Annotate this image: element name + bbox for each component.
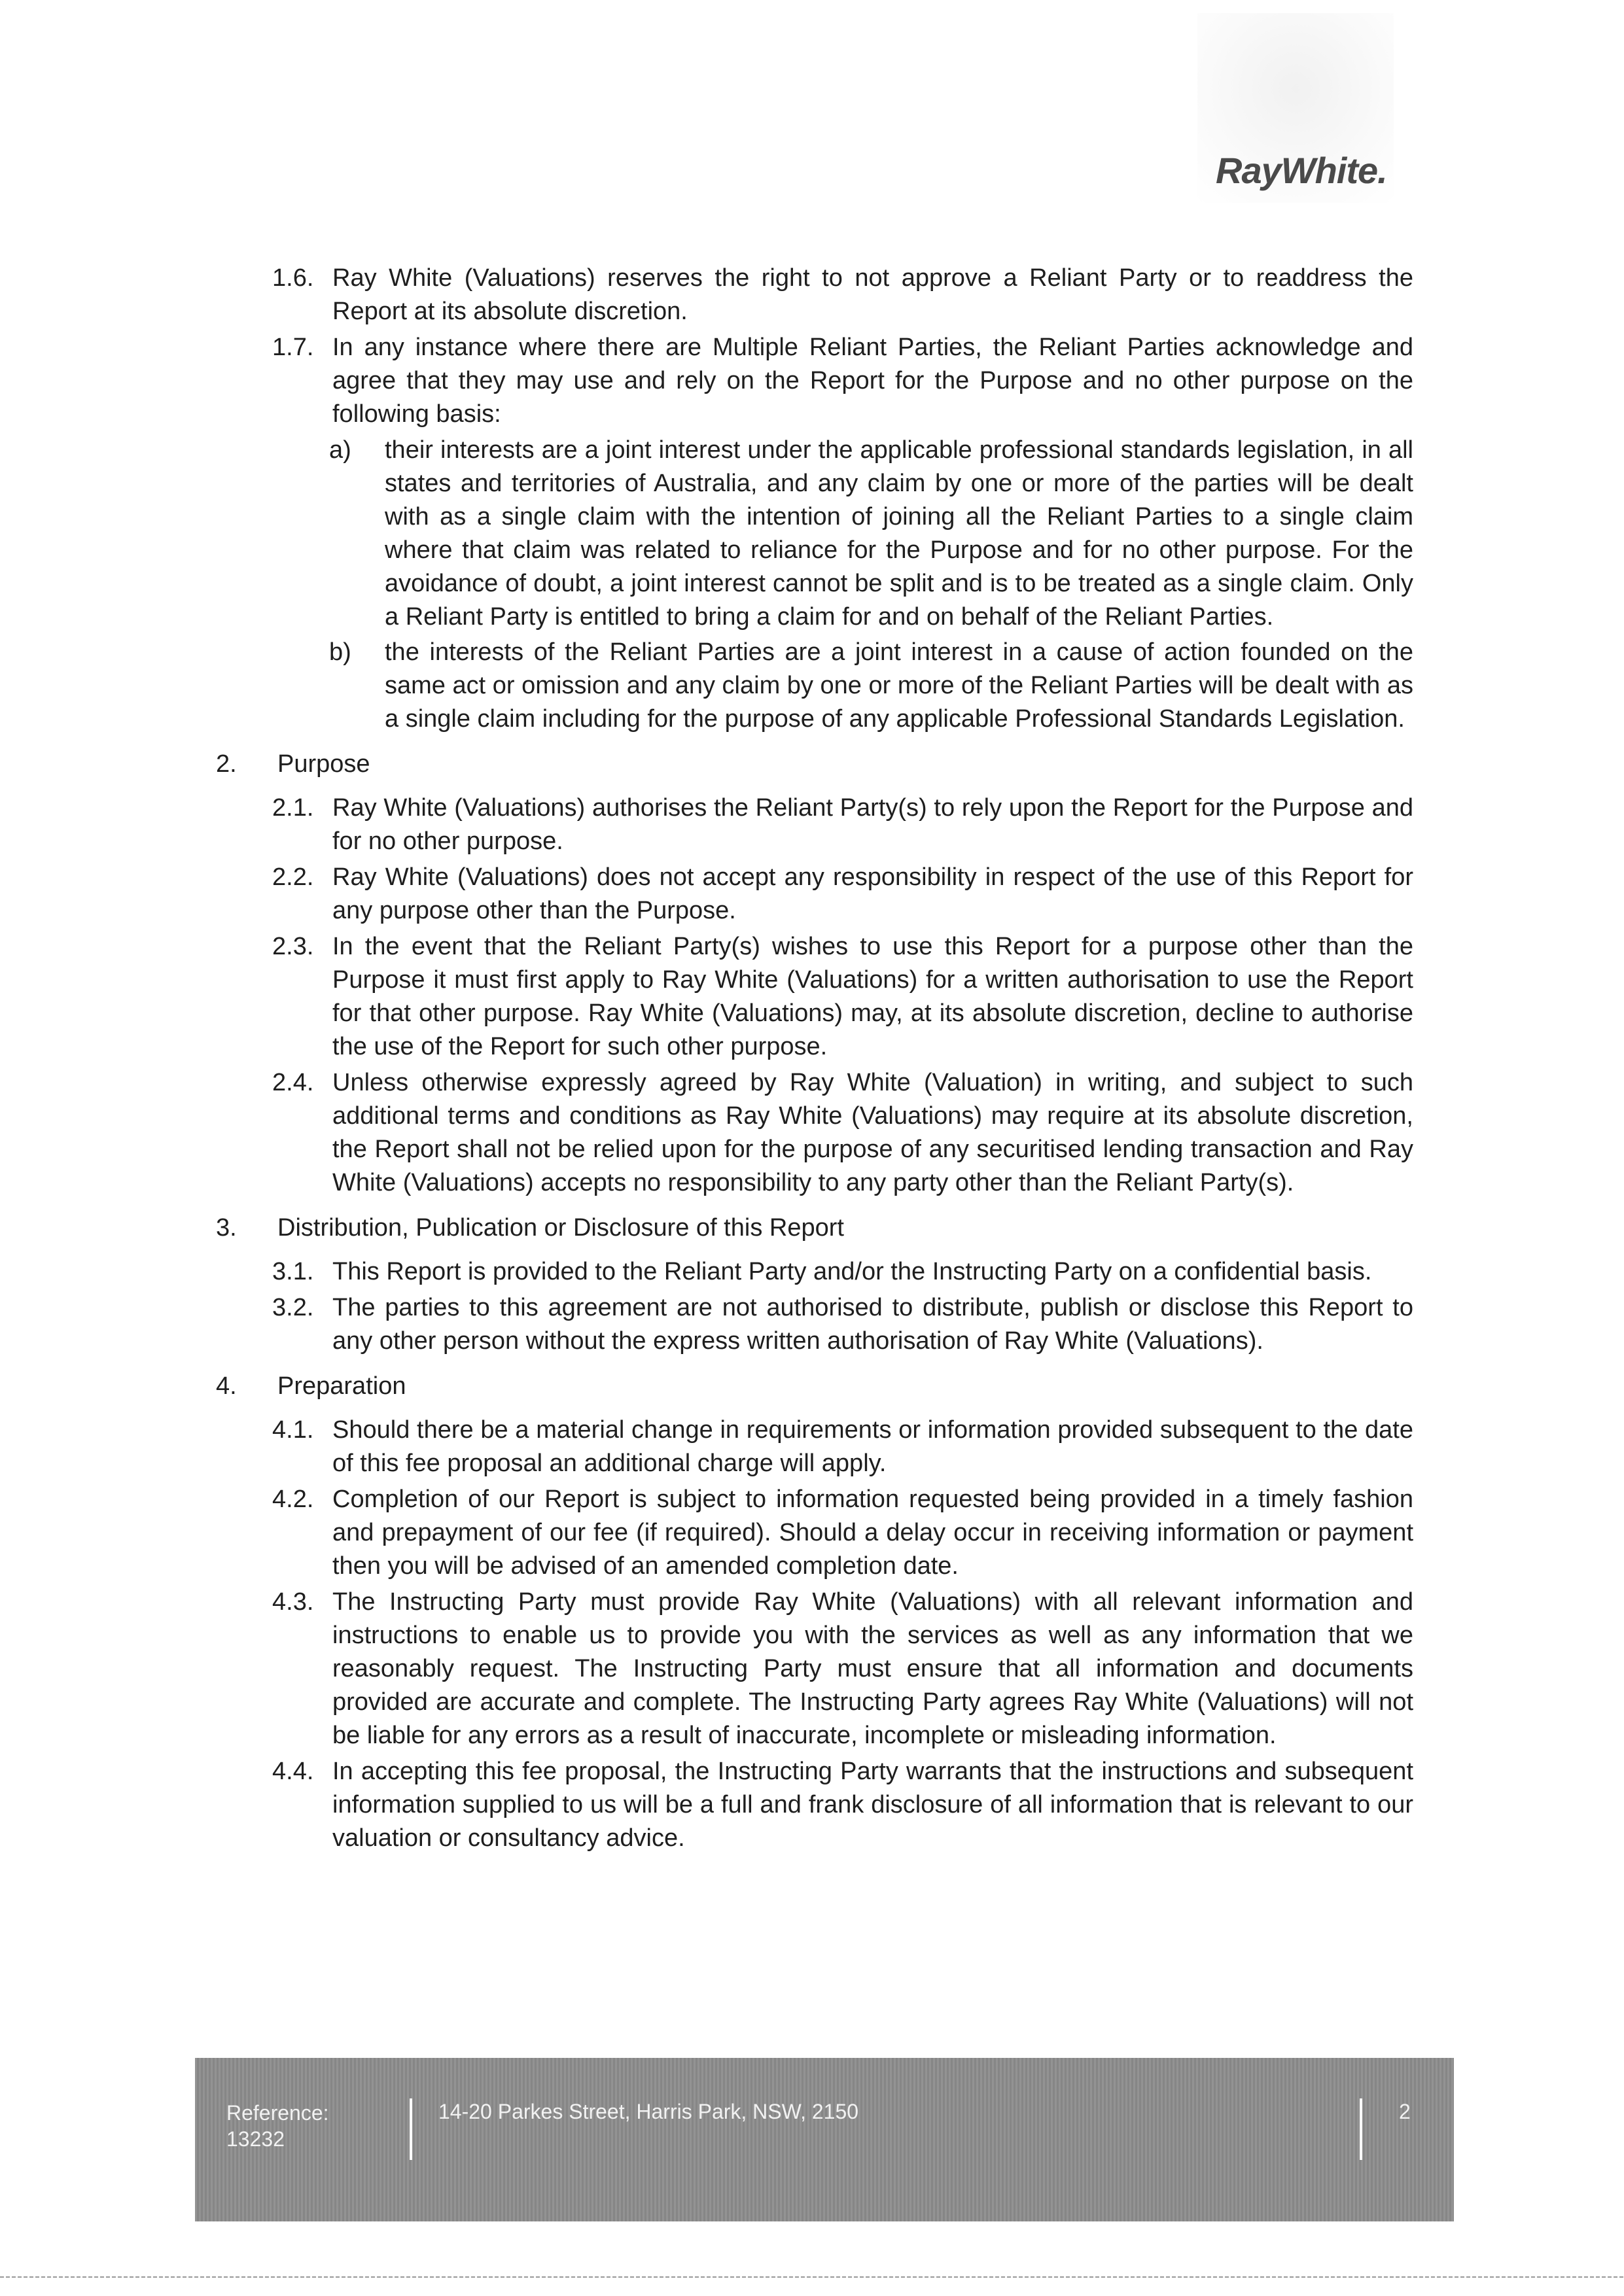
clause-text: Should there be a material change in requirements or information provided subsequent to the date of this fee proposal an additional charge will apply.	[332, 1416, 1413, 1477]
section-heading-preparation	[216, 1370, 1413, 1403]
clause-1-7	[216, 331, 1413, 431]
clause-text: Completion of our Report is subject to information requested being provided in a timely fashion and prepayment of our fee (if required). Should a delay occur in receiving information or payment then you will be advised of an amended completion date.	[332, 1486, 1413, 1580]
clause-1-7-b	[216, 636, 1413, 736]
clause-number: 2.1.	[272, 794, 314, 822]
footer-divider	[410, 2098, 412, 2160]
section-heading-distribution	[216, 1211, 1413, 1245]
clause-number: 1.7.	[272, 334, 314, 361]
footer-reference	[226, 2100, 329, 2152]
ray-white-logo: RayWhite.	[1216, 150, 1387, 191]
clause-text: Ray White (Valuations) does not accept any responsibility in respect of the use of this Report for any purpose other than the Purpose.	[332, 863, 1413, 924]
clause-text: This Report is provided to the Reliant Party and/or the Instructing Party on a confidential basis.	[332, 1258, 1372, 1285]
clause-number: 4.2.	[272, 1486, 314, 1513]
clause-number: 3.2.	[272, 1294, 314, 1321]
clause-text: Ray White (Valuations) reserves the right to not approve a Reliant Party or to readdress the Report at its absolute discretion.	[332, 264, 1413, 325]
footer-divider	[1360, 2098, 1362, 2160]
clause-number: 4.1.	[272, 1416, 314, 1444]
section-number: 3.	[216, 1214, 237, 1242]
item-label: b)	[329, 638, 351, 666]
footer-address: 14-20 Parkes Street, Harris Park, NSW, 2150	[438, 2100, 859, 2123]
clause-3-2	[216, 1291, 1413, 1358]
clause-3-1	[216, 1255, 1413, 1289]
page-number: 2	[1399, 2100, 1411, 2123]
clause-2-2	[216, 861, 1413, 928]
clause-text: In accepting this fee proposal, the Instructing Party warrants that the instructions and subsequent information supplied to us will be a full and frank disclosure of all information that is relevant to our valuation or consultancy advice.	[332, 1758, 1413, 1852]
clause-4-4	[216, 1755, 1413, 1855]
clause-2-4	[216, 1066, 1413, 1200]
section-number: 4.	[216, 1372, 237, 1400]
reference-label: Reference:	[226, 2101, 329, 2125]
clause-4-1	[216, 1414, 1413, 1480]
clause-2-3	[216, 930, 1413, 1064]
item-text: their interests are a joint interest under the applicable professional standards legislation, in all states and territories of Australia, and any claim by one or more of the parties will be dealt with as a single claim with the intention of joining all the Reliant Parties to a single claim where that claim was related to reliance for the Purpose and for no other purpose. For the avoidance of doubt, a joint interest cannot be split and is to be treated as a single claim. Only a Reliant Party is entitled to bring a claim for and on behalf of the Reliant Parties.	[385, 436, 1413, 631]
clause-text: Ray White (Valuations) authorises the Reliant Party(s) to rely upon the Report for the Purpose and for no other purpose.	[332, 794, 1413, 855]
reference-number: 13232	[226, 2127, 285, 2151]
section-title: Preparation	[277, 1372, 406, 1400]
section-title: Purpose	[277, 750, 370, 778]
clause-number: 4.3.	[272, 1588, 314, 1616]
clause-4-2	[216, 1483, 1413, 1583]
clause-text: The parties to this agreement are not authorised to distribute, publish or disclose this Report to any other person without the express written authorisation of Ray White (Valuations).	[332, 1294, 1413, 1355]
clause-4-3	[216, 1586, 1413, 1752]
clause-number: 3.1.	[272, 1258, 314, 1285]
clause-number: 2.3.	[272, 933, 314, 960]
clause-text: In the event that the Reliant Party(s) wishes to use this Report for a purpose other than the Purpose it must first apply to Ray White (Valuations) for a written authorisation to use the Report for that other purpose. Ray White (Valuations) may, at its absolute discretion, decline to authorise the use of the Report for such other purpose.	[332, 933, 1413, 1060]
clause-2-1	[216, 791, 1413, 858]
clause-1-6	[216, 262, 1413, 328]
clause-text: In any instance where there are Multiple Reliant Parties, the Reliant Parties acknowledge and agree that they may use and rely on the Report for the Purpose and no other purpose on the following basis:	[332, 334, 1413, 428]
clause-number: 1.6.	[272, 264, 314, 292]
clause-number: 4.4.	[272, 1758, 314, 1785]
section-number: 2.	[216, 750, 237, 778]
clause-text: Unless otherwise expressly agreed by Ray White (Valuation) in writing, and subject to such additional terms and conditions as Ray White (Valuations) may require at its absolute discretion, the Report shall not be relied upon for the purpose of any securitised lending transaction and Ray White (Valuations) accepts no responsibility to any party other than the Reliant Party(s).	[332, 1069, 1413, 1196]
item-label: a)	[329, 436, 351, 464]
clause-text: The Instructing Party must provide Ray White (Valuations) with all relevant information and instructions to enable us to provide you with the services as well as any information that we reasonably request. The Instructing Party must ensure that all information and documents provided are accurate and complete. The Instructing Party agrees Ray White (Valuations) will not be liable for any errors as a result of inaccurate, incomplete or misleading information.	[332, 1588, 1413, 1749]
document-body	[216, 262, 1413, 1858]
section-title: Distribution, Publication or Disclosure of this Report	[277, 1214, 844, 1242]
item-text: the interests of the Reliant Parties are a joint interest in a cause of action founded on the same act or omission and any claim by one or more of the Reliant Parties will be dealt with as a single claim including for the purpose of any applicable Professional Standards Legislation.	[385, 638, 1413, 733]
scan-edge-line	[0, 2276, 1624, 2278]
clause-number: 2.4.	[272, 1069, 314, 1096]
page-footer	[195, 2058, 1454, 2221]
clause-number: 2.2.	[272, 863, 314, 891]
section-heading-purpose	[216, 748, 1413, 781]
clause-1-7-a	[216, 434, 1413, 634]
